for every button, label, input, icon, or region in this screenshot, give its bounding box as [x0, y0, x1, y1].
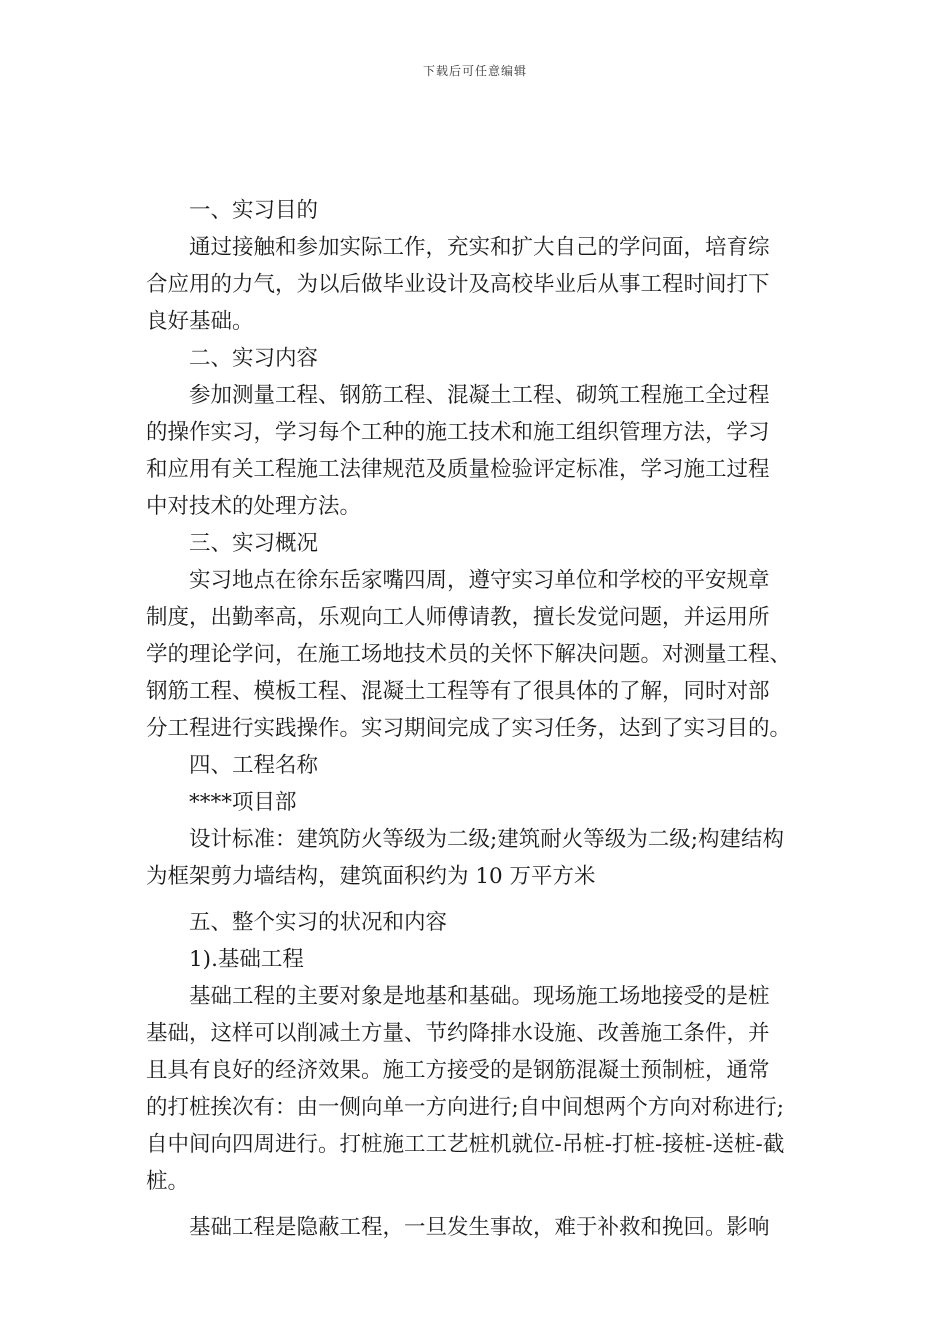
paragraph-line: 学的理论学问，在施工场地技术员的关怀下解决问题。对测量工程、 [146, 642, 792, 667]
project-name: ****项目部 [189, 790, 297, 815]
paragraph-line: 和应用有关工程施工法律规范及质量检验评定标准，学习施工过程 [146, 457, 770, 482]
paragraph-line: 良好基础。 [146, 309, 254, 334]
paragraph-line: 桩。 [146, 1169, 190, 1194]
section-heading-content: 二、实习内容 [189, 346, 319, 371]
paragraph-line: 基础，这样可以削减土方量、节约降排水设施、改善施工条件，并 [146, 1021, 770, 1046]
paragraph-line: 通过接触和参加实际工作，充实和扩大自己的学问面，培育综 [189, 235, 770, 260]
paragraph-line: 钢筋工程、模板工程、混凝土工程等有了很具体的了解，同时对部 [146, 679, 770, 704]
paragraph-line: 为框架剪力墙结构，建筑面积约为 10 万平方米 [146, 864, 596, 889]
paragraph-line: 设计标准：建筑防火等级为二级;建筑耐火等级为二级;构建结构 [189, 827, 784, 852]
paragraph-line: 制度，出勤率高，乐观向工人师傅请教，擅长发觉问题，并运用所 [146, 605, 770, 630]
document-body [146, 192, 806, 1246]
subsection-heading-foundation: 1).基础工程 [189, 947, 304, 972]
section-heading-details: 五、整个实习的状况和内容 [189, 910, 448, 935]
paragraph-line: 且具有良好的经济效果。施工方接受的是钢筋混凝土预制桩，通常 [146, 1058, 770, 1083]
paragraph-line: 的操作实习，学习每个工种的施工技术和施工组织管理方法，学习 [146, 420, 770, 445]
paragraph-line: 中对技术的处理方法。 [146, 494, 362, 519]
paragraph-line: 基础工程的主要对象是地基和基础。现场施工场地接受的是桩 [189, 984, 770, 1009]
paragraph-line: 参加测量工程、钢筋工程、混凝土工程、砌筑工程施工全过程 [189, 383, 770, 408]
page-header: 下载后可任意编辑 [422, 64, 527, 78]
section-heading-project-name: 四、工程名称 [189, 753, 319, 778]
paragraph-line: 的打桩挨次有：由一侧向单一方向进行;自中间想两个方向对称进行; [146, 1095, 784, 1120]
paragraph-line: 合应用的力气，为以后做毕业设计及高校毕业后从事工程时间打下 [146, 272, 770, 297]
section-heading-purpose: 一、实习目的 [189, 198, 319, 223]
section-heading-overview: 三、实习概况 [189, 531, 319, 556]
paragraph-line: 基础工程是隐蔽工程，一旦发生事故，难于补救和挽回。影响 [189, 1215, 770, 1240]
paragraph-line: 实习地点在徐东岳家嘴四周，遵守实习单位和学校的平安规章 [189, 568, 770, 593]
paragraph-line: 分工程进行实践操作。实习期间完成了实习任务，达到了实习目的。 [146, 716, 792, 741]
paragraph-line: 自中间向四周进行。打桩施工工艺桩机就位-吊桩-打桩-接桩-送桩-截 [146, 1132, 785, 1157]
